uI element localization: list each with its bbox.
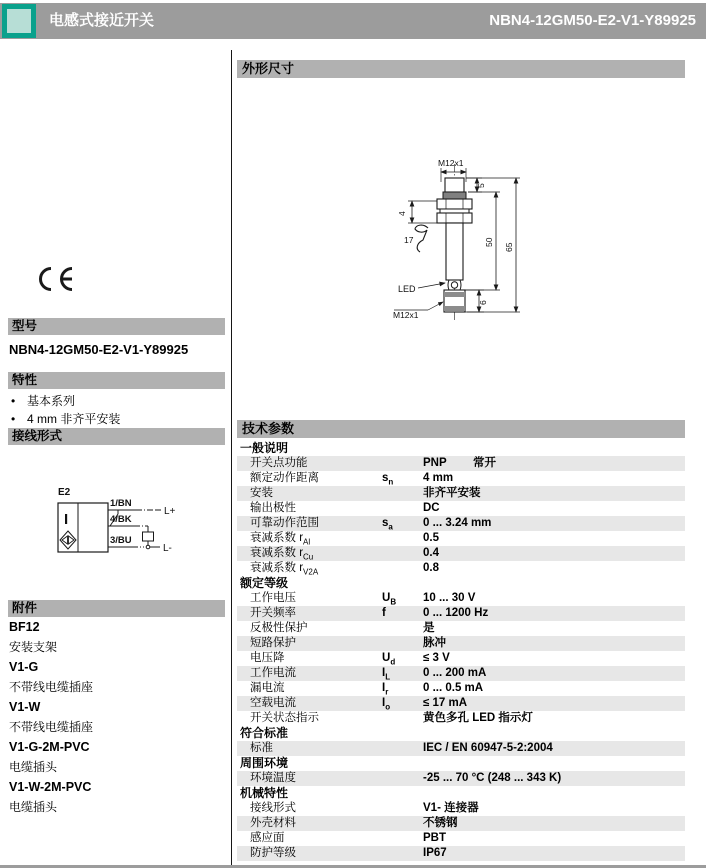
bullet-icon: •: [11, 412, 16, 426]
accessory-code: V1-W: [9, 700, 41, 714]
table-row: [237, 501, 685, 516]
section-title-features: 特性: [8, 372, 225, 389]
row-value: ≤ 17 mA: [423, 697, 468, 709]
row-value: 0 ... 1200 Hz: [423, 607, 489, 619]
table-row: [237, 711, 685, 726]
feature-item: [9, 410, 120, 428]
table-row: [237, 831, 685, 846]
row-value-2: 常开: [473, 457, 496, 469]
row-value: PNP: [423, 457, 447, 469]
accessory-code: BF12: [9, 620, 40, 634]
row-value: 4 mm: [423, 472, 454, 484]
accessories-list: [9, 617, 93, 817]
accessory-item: [9, 697, 93, 737]
technical-data-table: [237, 441, 685, 861]
row-label: 标准: [250, 742, 273, 754]
table-row: [237, 456, 685, 471]
wiring-diagram: [8, 452, 225, 587]
accessory-description: 不带线电缆插座: [9, 680, 94, 694]
row-value: 0 ... 200 mA: [423, 667, 487, 679]
accessory-description: 不带线电缆插座: [9, 720, 94, 734]
feature-item: [9, 392, 120, 410]
sensor-cap: [445, 178, 464, 192]
table-row: [237, 696, 685, 711]
wrench-icon: [415, 225, 428, 252]
ce-mark-icon: [33, 264, 75, 294]
row-label: 可靠动作范围: [250, 517, 319, 529]
row-value: 非齐平安装: [423, 487, 481, 499]
table-row: [237, 846, 685, 861]
accessory-code: V1-G: [9, 660, 39, 674]
dim-label-connector-height: 6: [478, 300, 488, 305]
table-row: [237, 561, 685, 576]
accessory-description: 电缆插头: [9, 760, 58, 774]
table-section-title: 周围环境: [240, 756, 289, 770]
row-value: DC: [423, 502, 440, 514]
table-row: [237, 531, 685, 546]
accessory-code: V1-W-2M-PVC: [9, 780, 92, 794]
accessory-description: 电缆插头: [9, 800, 58, 814]
wire-junction-node: [146, 545, 150, 549]
row-label: 环境温度: [250, 772, 296, 784]
row-value: 0.4: [423, 547, 439, 559]
row-value: 是: [423, 622, 435, 634]
wire3-label: 3/BU: [110, 535, 132, 546]
table-row: [237, 546, 685, 561]
row-value: 0 ... 3.24 mm: [423, 517, 492, 529]
load-resistor-icon: [143, 532, 154, 541]
table-row: [237, 816, 685, 831]
dim-label-thread-bottom: M12x1: [393, 310, 419, 320]
row-label: 电压降: [250, 652, 285, 664]
inductive-sensor-icon: [60, 531, 76, 549]
row-label: 反极性保护: [250, 622, 308, 634]
row-label: 开关状态指示: [250, 712, 319, 724]
row-label: 工作电压: [250, 592, 296, 604]
row-value: IP67: [423, 847, 447, 859]
accessory-item: [9, 657, 93, 697]
dim-label-nut-gap: 4: [397, 211, 407, 216]
washer: [440, 209, 469, 213]
row-value: 0.8: [423, 562, 439, 574]
model-number: NBN4-12GM50-E2-V1-Y89925: [9, 342, 189, 357]
row-symbol: $s_n$: [382, 472, 394, 487]
row-label: 短路保护: [250, 637, 296, 649]
table-row: [237, 666, 685, 681]
table-row: [237, 771, 685, 786]
header-model-number: NBN4-12GM50-E2-V1-Y89925: [489, 12, 696, 29]
hex-nut-bottom: [437, 213, 472, 223]
dim-label-cap-height: 5: [476, 183, 486, 188]
thread-band: [443, 192, 466, 199]
hex-nut-top: [437, 199, 472, 209]
row-label: 衰减系数 $r_{Al}$: [250, 532, 311, 547]
row-value: PBT: [423, 832, 446, 844]
row-label: 输出极性: [250, 502, 296, 514]
dim-label-thread-top: M12x1: [438, 158, 464, 168]
row-symbol: $I_o$: [382, 697, 391, 712]
supply-minus-label: L-: [163, 543, 172, 554]
row-label: 衰减系数 $r_{Cu}$: [250, 547, 314, 562]
row-value: V1- 连接器: [423, 802, 479, 814]
row-value: 脉冲: [423, 637, 446, 649]
row-label: 工作电流: [250, 667, 296, 679]
supply-plus-label: L+: [164, 506, 176, 517]
row-value: 不锈钢: [423, 817, 458, 829]
accessory-item: [9, 777, 93, 817]
table-row: [237, 606, 685, 621]
table-section-title: 额定等级: [240, 576, 289, 590]
row-symbol: $U_B$: [382, 592, 397, 607]
led-indicator: [451, 282, 457, 288]
accessory-description: 安装支架: [9, 640, 58, 654]
row-label: 漏电流: [250, 682, 285, 694]
dimension-drawing: [388, 140, 598, 332]
row-label: 衰减系数 $r_{V2A}$: [250, 562, 319, 577]
table-row: [237, 681, 685, 696]
row-symbol: $s_a$: [382, 517, 393, 532]
row-value: 10 ... 30 V: [423, 592, 476, 604]
table-row: [237, 591, 685, 606]
row-label: 防护等级: [250, 847, 296, 859]
row-value: 黄色多孔 LED 指示灯: [423, 712, 533, 724]
table-row: [237, 651, 685, 666]
row-label: 开关频率: [250, 607, 296, 619]
section-title-accessories: 附件: [8, 600, 225, 617]
feature-text: 4 mm 非齐平安装: [27, 412, 121, 426]
table-row: [237, 741, 685, 756]
row-label: 安装: [250, 487, 273, 499]
section-title-connection: 接线形式: [8, 428, 225, 445]
wire1-label: 1/BN: [110, 498, 132, 509]
sensor-output-symbol: I: [64, 511, 69, 528]
dim-label-led: LED: [398, 284, 416, 294]
row-label: 外壳材料: [250, 817, 296, 829]
row-symbol: f: [382, 607, 386, 619]
page-title: 电感式接近开关: [49, 12, 155, 29]
table-section-title: 一般说明: [240, 441, 289, 455]
table-row: [237, 471, 685, 486]
table-row: [237, 801, 685, 816]
brand-logo-icon: [2, 4, 36, 38]
section-title-model: 型号: [8, 318, 225, 335]
row-label: 额定动作距离: [250, 472, 319, 484]
wire2-label: 4/BK: [110, 514, 132, 525]
table-row: [237, 621, 685, 636]
row-symbol: $U_d$: [382, 652, 396, 667]
wiring-variant-label: E2: [58, 487, 71, 498]
row-symbol: $I_r$: [382, 682, 389, 697]
row-symbol: $I_L$: [382, 667, 391, 682]
page-header: [0, 3, 706, 39]
table-row: [237, 486, 685, 501]
table-section-title: 符合标准: [240, 726, 289, 740]
accessory-code: V1-G-2M-PVC: [9, 740, 90, 754]
section-title-technical-data: 技术参数: [237, 420, 685, 438]
row-value: ≤ 3 V: [423, 652, 450, 664]
row-label: 接线形式: [250, 802, 296, 814]
row-value: 0 ... 0.5 mA: [423, 682, 484, 694]
table-row: [237, 516, 685, 531]
row-value: -25 ... 70 °C (248 ... 343 K): [423, 772, 562, 784]
row-label: 空载电流: [250, 697, 296, 709]
dim-label-wrench-size: 17: [404, 235, 414, 245]
features-list: [9, 392, 120, 428]
row-value: IEC / EN 60947-5-2:2004: [423, 742, 553, 754]
row-label: 感应面: [250, 832, 285, 844]
feature-text: 基本系列: [27, 394, 76, 408]
row-value: 0.5: [423, 532, 439, 544]
table-row: [237, 636, 685, 651]
accessory-item: [9, 617, 93, 657]
column-divider: [231, 50, 232, 866]
dim-label-total-length: 65: [504, 242, 514, 252]
row-label: 开关点功能: [250, 457, 308, 469]
section-title-dimensions: 外形尺寸: [237, 60, 685, 78]
dim-label-body-length: 50: [484, 237, 494, 247]
table-section-title: 机械特性: [240, 786, 289, 800]
accessory-item: [9, 737, 93, 777]
bullet-icon: •: [11, 394, 16, 408]
sensor-body: [446, 223, 463, 280]
